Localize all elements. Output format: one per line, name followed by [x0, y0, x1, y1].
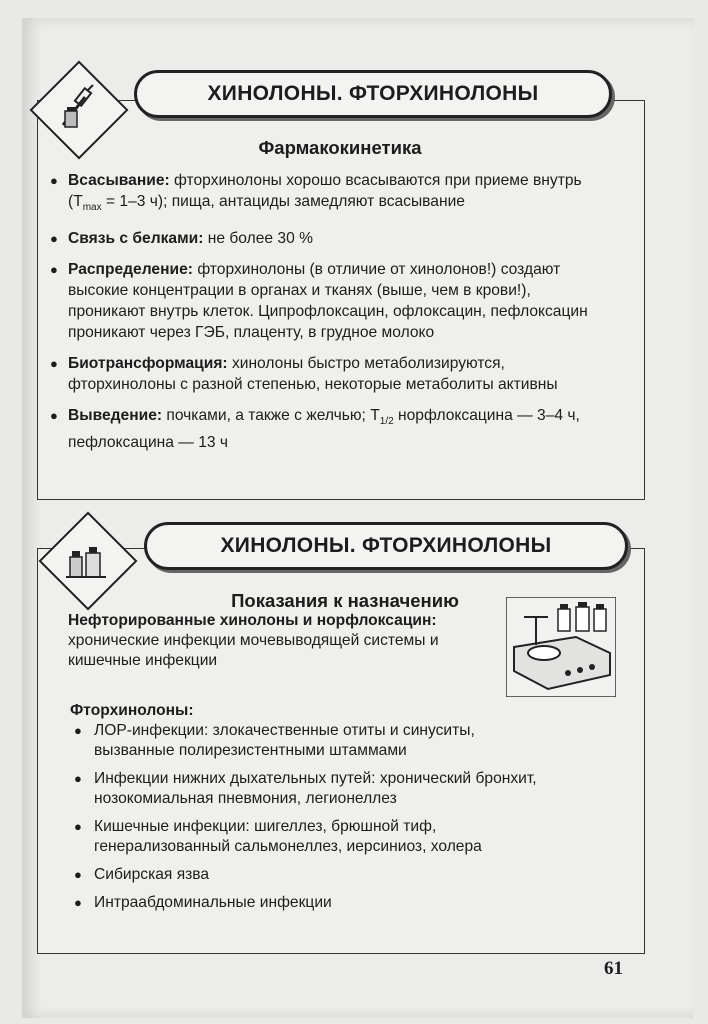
non-fluorinated-quinolones-text	[68, 611, 500, 671]
list-item: ● Инфекции нижних дыхательных путей: хронический бронхит, нозокомиальная пневмония, легионеллез	[74, 769, 554, 809]
term-absorption: Всасывание:	[68, 172, 170, 189]
section2-title: ХИНОЛОНЫ. ФТОРХИНОЛОНЫ	[144, 522, 628, 570]
list-item: ● ЛОР-инфекции: злокачественные отиты и синуситы, вызванные полирезистентными штаммами	[74, 721, 554, 761]
absorption-text-a: фторхинолоны хорошо всасываются при приеме внутрь (T	[68, 172, 582, 210]
page-number: 61	[604, 958, 623, 979]
list-item: ● Интраабдоминальные инфекции	[74, 893, 554, 913]
list-item: ● Сибирская язва	[74, 865, 554, 885]
excretion-text-b: норфлоксацина — 3–4 ч, пефлоксацина — 13 ч	[68, 407, 580, 452]
indications-list	[74, 721, 554, 921]
list-item-excretion	[48, 405, 608, 453]
lab-equipment-illustration	[506, 597, 616, 697]
term-protein-binding: Связь с белками:	[68, 230, 204, 248]
list-item-distribution	[48, 259, 608, 343]
term-biotransformation: Биотрансформация:	[68, 355, 228, 373]
list-item-biotransformation	[48, 353, 608, 395]
section1-title: ХИНОЛОНЫ. ФТОРХИНОЛОНЫ	[134, 70, 612, 118]
section1-subtitle: Фармакокинетика	[258, 137, 422, 158]
tmax-subscript: max	[82, 202, 102, 214]
half-life-subscript: 1/2	[379, 416, 394, 428]
list-item-protein-binding	[48, 228, 608, 249]
pharmacokinetics-list	[48, 170, 608, 463]
intro-heading: Нефторированные хинолоны и норфлоксацин:	[68, 612, 437, 629]
medicine-bottles-icon	[58, 533, 114, 589]
protein-binding-text: не более 30 %	[203, 230, 313, 248]
fluoroquinolones-heading: Фторхинолоны:	[70, 702, 194, 719]
distribution-text: фторхинолоны (в отличие от хинолонов!) создают высокие концентрации в органах и тканях (выше, чем в крови!), проникают внутрь клеток. Ципрофлоксацин, офлоксацин, пефлоксацин проникают через ГЭБ, плаценту, в грудное молоко	[68, 261, 588, 342]
syringe-vial-icon	[49, 81, 105, 137]
term-distribution: Распределение:	[68, 261, 193, 279]
absorption-text-b: = 1–3 ч); пища, антациды замедляют всасывание	[101, 193, 465, 210]
biotransformation-text: хинолоны быстро метаболизируются, фторхинолоны с разной степенью, некоторые метаболиты активны	[68, 355, 558, 394]
intro-body: хронические инфекции мочевыводящей системы и кишечные инфекции	[68, 632, 439, 669]
term-excretion: Выведение:	[68, 407, 163, 425]
section2-subtitle: Показания к назначению	[231, 590, 459, 611]
excretion-text-a: почками, а также с желчью; T	[162, 407, 380, 425]
list-item-absorption	[48, 170, 608, 218]
list-item: ● Кишечные инфекции: шигеллез, брюшной тиф, генерализованный сальмонеллез, иерсиниоз, холера	[74, 817, 554, 857]
